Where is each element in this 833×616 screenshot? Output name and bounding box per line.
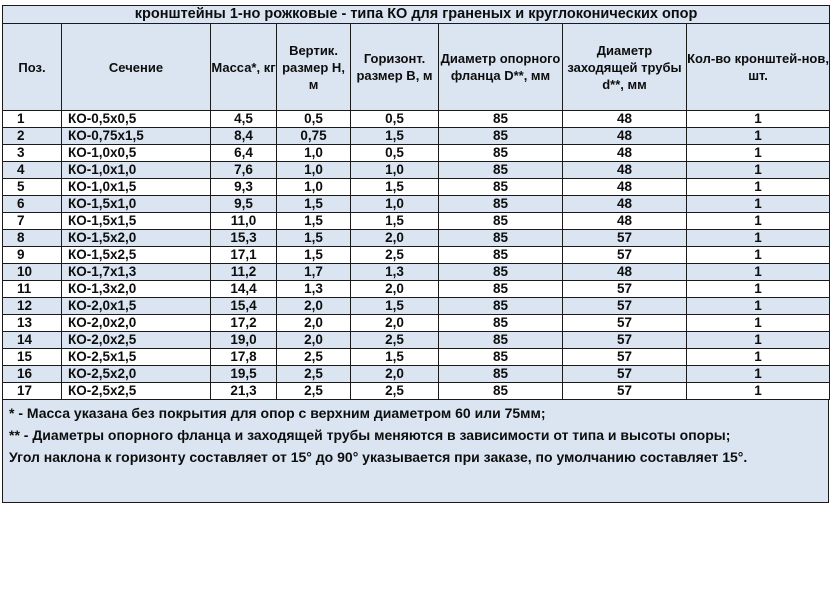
table-row xyxy=(3,298,830,315)
cell-mass: 17,8 xyxy=(211,349,277,366)
cell-vertical: 1,5 xyxy=(277,213,351,230)
table-row xyxy=(3,213,830,230)
cell-pipe: 48 xyxy=(563,162,687,179)
cell-horizontal: 2,5 xyxy=(351,247,439,264)
cell-section: КО-2,0х2,5 xyxy=(62,332,211,349)
cell-vertical: 1,3 xyxy=(277,281,351,298)
cell-mass: 9,5 xyxy=(211,196,277,213)
cell-pipe: 48 xyxy=(563,213,687,230)
cell-pipe: 57 xyxy=(563,332,687,349)
cell-horizontal: 1,0 xyxy=(351,196,439,213)
cell-horizontal: 0,5 xyxy=(351,145,439,162)
cell-pipe: 57 xyxy=(563,247,687,264)
cell-flange: 85 xyxy=(439,332,563,349)
cell-count: 1 xyxy=(687,332,830,349)
cell-position: 17 xyxy=(3,383,62,400)
header-flange-diameter: Диаметр опорного фланца D**, мм xyxy=(439,24,563,111)
cell-horizontal: 2,0 xyxy=(351,315,439,332)
cell-vertical: 1,0 xyxy=(277,179,351,196)
cell-pipe: 57 xyxy=(563,315,687,332)
cell-position: 13 xyxy=(3,315,62,332)
cell-mass: 11,0 xyxy=(211,213,277,230)
cell-section: КО-1,5х2,5 xyxy=(62,247,211,264)
table-title: кронштейны 1-но рожковые - типа КО для граненых и круглоконических опор xyxy=(3,6,830,24)
cell-position: 12 xyxy=(3,298,62,315)
cell-mass: 15,4 xyxy=(211,298,277,315)
cell-pipe: 48 xyxy=(563,145,687,162)
bracket-spec-sheet xyxy=(2,5,829,503)
table-row xyxy=(3,281,830,298)
cell-section: КО-1,7х1,3 xyxy=(62,264,211,281)
cell-vertical: 2,0 xyxy=(277,315,351,332)
cell-flange: 85 xyxy=(439,298,563,315)
cell-mass: 6,4 xyxy=(211,145,277,162)
table-row xyxy=(3,128,830,145)
cell-count: 1 xyxy=(687,196,830,213)
cell-position: 4 xyxy=(3,162,62,179)
cell-count: 1 xyxy=(687,247,830,264)
table-row xyxy=(3,179,830,196)
cell-section: КО-1,0х0,5 xyxy=(62,145,211,162)
cell-horizontal: 0,5 xyxy=(351,111,439,128)
table-row xyxy=(3,111,830,128)
cell-vertical: 1,5 xyxy=(277,247,351,264)
cell-position: 10 xyxy=(3,264,62,281)
cell-section: КО-2,5х1,5 xyxy=(62,349,211,366)
cell-flange: 85 xyxy=(439,264,563,281)
table-row xyxy=(3,196,830,213)
cell-vertical: 2,5 xyxy=(277,366,351,383)
cell-section: КО-1,5х2,0 xyxy=(62,230,211,247)
cell-pipe: 57 xyxy=(563,366,687,383)
cell-flange: 85 xyxy=(439,145,563,162)
cell-position: 16 xyxy=(3,366,62,383)
cell-count: 1 xyxy=(687,315,830,332)
cell-position: 3 xyxy=(3,145,62,162)
cell-pipe: 48 xyxy=(563,179,687,196)
header-row xyxy=(3,24,830,111)
cell-flange: 85 xyxy=(439,128,563,145)
cell-count: 1 xyxy=(687,264,830,281)
header-bracket-count: Кол-во кронштей-нов, шт. xyxy=(687,24,830,111)
cell-horizontal: 2,0 xyxy=(351,230,439,247)
header-vertical-size: Вертик. размер H, м xyxy=(277,24,351,111)
cell-mass: 15,3 xyxy=(211,230,277,247)
footnotes xyxy=(2,400,829,503)
footnote-angle: Угол наклона к горизонту составляет от 15° до 90° указывается при заказе, по умолчанию составляет 15°. xyxy=(9,449,748,465)
cell-section: КО-1,0х1,5 xyxy=(62,179,211,196)
cell-count: 1 xyxy=(687,111,830,128)
cell-count: 1 xyxy=(687,230,830,247)
cell-horizontal: 1,0 xyxy=(351,162,439,179)
table-row xyxy=(3,230,830,247)
cell-horizontal: 1,5 xyxy=(351,213,439,230)
cell-count: 1 xyxy=(687,383,830,400)
cell-flange: 85 xyxy=(439,349,563,366)
table-row xyxy=(3,349,830,366)
cell-pipe: 57 xyxy=(563,281,687,298)
cell-position: 15 xyxy=(3,349,62,366)
cell-pipe: 48 xyxy=(563,128,687,145)
cell-position: 7 xyxy=(3,213,62,230)
cell-mass: 17,2 xyxy=(211,315,277,332)
table-row xyxy=(3,162,830,179)
cell-vertical: 2,0 xyxy=(277,298,351,315)
cell-count: 1 xyxy=(687,213,830,230)
cell-section: КО-2,0х2,0 xyxy=(62,315,211,332)
cell-position: 1 xyxy=(3,111,62,128)
cell-vertical: 1,7 xyxy=(277,264,351,281)
header-pipe-diameter: Диаметр заходящей трубы d**, мм xyxy=(563,24,687,111)
cell-section: КО-1,5х1,0 xyxy=(62,196,211,213)
header-horizontal-size: Горизонт. размер B, м xyxy=(351,24,439,111)
cell-pipe: 57 xyxy=(563,230,687,247)
table-row xyxy=(3,315,830,332)
cell-flange: 85 xyxy=(439,162,563,179)
header-position: Поз. xyxy=(3,24,62,111)
cell-horizontal: 2,5 xyxy=(351,383,439,400)
cell-mass: 11,2 xyxy=(211,264,277,281)
cell-count: 1 xyxy=(687,162,830,179)
cell-vertical: 1,0 xyxy=(277,145,351,162)
cell-section: КО-2,5х2,5 xyxy=(62,383,211,400)
cell-count: 1 xyxy=(687,145,830,162)
cell-mass: 19,0 xyxy=(211,332,277,349)
cell-position: 6 xyxy=(3,196,62,213)
cell-flange: 85 xyxy=(439,230,563,247)
cell-mass: 14,4 xyxy=(211,281,277,298)
cell-flange: 85 xyxy=(439,213,563,230)
cell-vertical: 0,5 xyxy=(277,111,351,128)
table-row xyxy=(3,264,830,281)
cell-flange: 85 xyxy=(439,281,563,298)
header-section: Сечение xyxy=(62,24,211,111)
cell-flange: 85 xyxy=(439,383,563,400)
cell-section: КО-1,5х1,5 xyxy=(62,213,211,230)
cell-section: КО-2,5х2,0 xyxy=(62,366,211,383)
cell-pipe: 57 xyxy=(563,349,687,366)
cell-horizontal: 2,0 xyxy=(351,366,439,383)
footnote-mass: * - Масса указана без покрытия для опор с верхним диаметром 60 или 75мм; xyxy=(9,405,546,421)
cell-flange: 85 xyxy=(439,315,563,332)
cell-position: 8 xyxy=(3,230,62,247)
cell-vertical: 1,5 xyxy=(277,230,351,247)
cell-flange: 85 xyxy=(439,196,563,213)
cell-vertical: 2,0 xyxy=(277,332,351,349)
cell-flange: 85 xyxy=(439,111,563,128)
footnote-diameters: ** - Диаметры опорного фланца и заходящей трубы меняются в зависимости от типа и высоты опоры; xyxy=(9,427,731,443)
cell-horizontal: 1,3 xyxy=(351,264,439,281)
cell-vertical: 1,0 xyxy=(277,162,351,179)
cell-section: КО-0,75х1,5 xyxy=(62,128,211,145)
cell-horizontal: 2,0 xyxy=(351,281,439,298)
cell-vertical: 2,5 xyxy=(277,349,351,366)
cell-flange: 85 xyxy=(439,179,563,196)
cell-horizontal: 1,5 xyxy=(351,179,439,196)
table-body xyxy=(3,111,830,400)
cell-mass: 17,1 xyxy=(211,247,277,264)
cell-position: 14 xyxy=(3,332,62,349)
cell-flange: 85 xyxy=(439,247,563,264)
cell-count: 1 xyxy=(687,298,830,315)
cell-horizontal: 1,5 xyxy=(351,128,439,145)
cell-count: 1 xyxy=(687,179,830,196)
cell-mass: 19,5 xyxy=(211,366,277,383)
cell-section: КО-0,5х0,5 xyxy=(62,111,211,128)
cell-vertical: 2,5 xyxy=(277,383,351,400)
cell-mass: 21,3 xyxy=(211,383,277,400)
cell-position: 9 xyxy=(3,247,62,264)
header-mass: Масса*, кг xyxy=(211,24,277,111)
table-row xyxy=(3,332,830,349)
cell-section: КО-1,0х1,0 xyxy=(62,162,211,179)
cell-mass: 4,5 xyxy=(211,111,277,128)
cell-count: 1 xyxy=(687,281,830,298)
cell-mass: 7,6 xyxy=(211,162,277,179)
cell-vertical: 1,5 xyxy=(277,196,351,213)
cell-horizontal: 1,5 xyxy=(351,349,439,366)
table-row xyxy=(3,145,830,162)
cell-horizontal: 1,5 xyxy=(351,298,439,315)
cell-mass: 8,4 xyxy=(211,128,277,145)
cell-section: КО-2,0х1,5 xyxy=(62,298,211,315)
cell-horizontal: 2,5 xyxy=(351,332,439,349)
cell-vertical: 0,75 xyxy=(277,128,351,145)
cell-position: 5 xyxy=(3,179,62,196)
cell-flange: 85 xyxy=(439,366,563,383)
cell-section: КО-1,3х2,0 xyxy=(62,281,211,298)
cell-count: 1 xyxy=(687,349,830,366)
cell-pipe: 48 xyxy=(563,111,687,128)
table-row xyxy=(3,247,830,264)
cell-pipe: 48 xyxy=(563,264,687,281)
table-row xyxy=(3,383,830,400)
cell-mass: 9,3 xyxy=(211,179,277,196)
table-row xyxy=(3,366,830,383)
cell-pipe: 57 xyxy=(563,298,687,315)
cell-position: 11 xyxy=(3,281,62,298)
cell-pipe: 57 xyxy=(563,383,687,400)
bracket-table xyxy=(2,5,830,400)
cell-pipe: 48 xyxy=(563,196,687,213)
cell-count: 1 xyxy=(687,366,830,383)
cell-count: 1 xyxy=(687,128,830,145)
cell-position: 2 xyxy=(3,128,62,145)
